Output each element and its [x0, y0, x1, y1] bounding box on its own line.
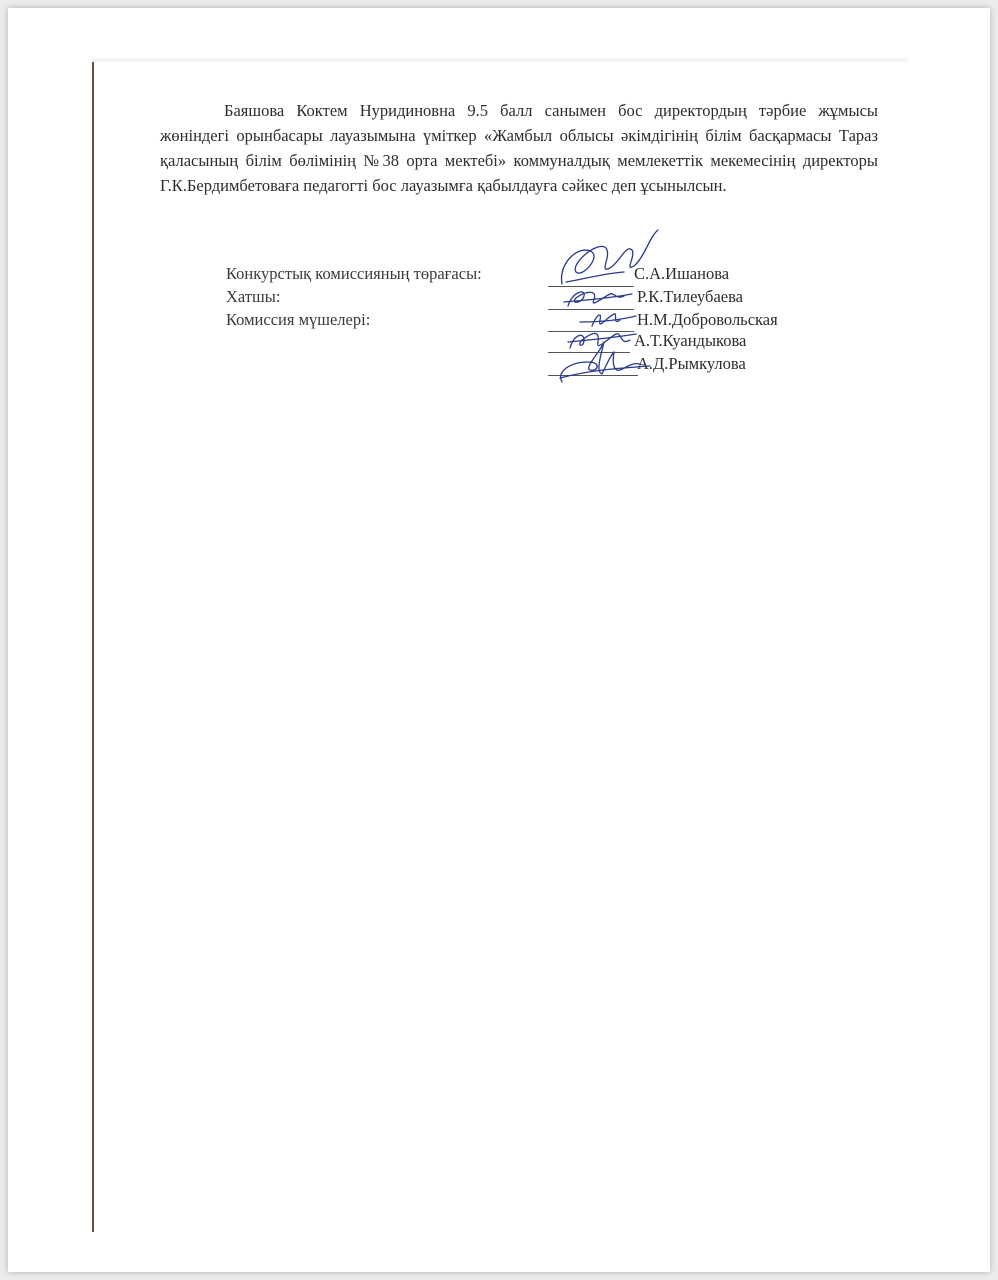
signature-5	[561, 342, 640, 382]
signatory-name: Н.М.Добровольская	[637, 310, 778, 329]
signature-block	[0, 0, 998, 400]
signatory-name: Р.К.Тилеубаева	[637, 287, 743, 306]
decision-paragraph: Баяшова Коктем Нуридиновна 9.5 балл санымен бос директордың тәрбие жұмысы жөніндегі орынбасары лауазымына үміткер «Жамбыл облысы әкімдігінің білім басқармасы Тараз қаласының білім бөлімінің №38 орта мектебі» коммуналдық мемлекеттік мекемесінің директоры Г.К.Бердимбетоваға педагогті бос лауазымға қабылдауға сәйкес деп ұсынылсын.	[160, 101, 878, 195]
secretary-label: Хатшы:	[226, 287, 281, 306]
signatory-name: А.Т.Куандыкова	[634, 331, 747, 350]
handwritten-signatures	[540, 222, 680, 392]
signature-1	[562, 230, 658, 284]
signatory-name: С.А.Ишанова	[634, 264, 730, 283]
signatory-name: А.Д.Рымкулова	[637, 354, 746, 373]
chair-label: Конкурстық комиссияның төрағасы:	[226, 264, 482, 283]
members-label: Комиссия мүшелері:	[226, 310, 371, 329]
